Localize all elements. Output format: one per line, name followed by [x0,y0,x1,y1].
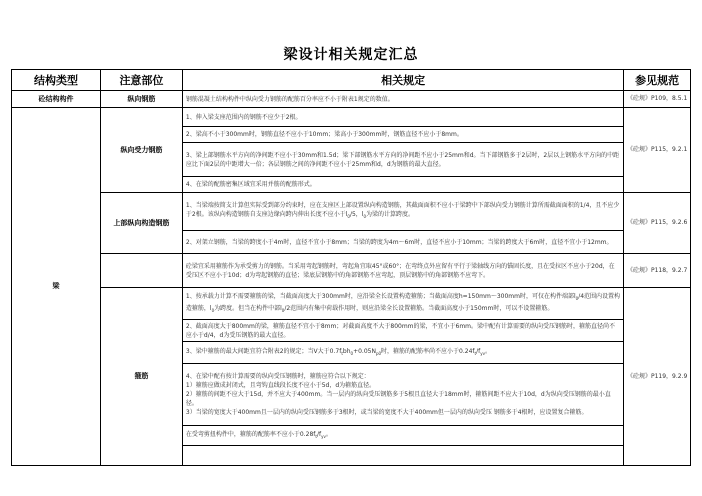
rule-text: 。 [484,347,491,355]
rule-cell: 砼梁宜采用箍筋作为承受剪力的钢筋。当采用弯起钢筋时，弯起角宜取45°或60°；在弯终点外应留有平行于梁轴线方向的锚固长度，且在受拉区不应小于20d，在受压区不应小于10d；d为弯起钢筋的直径；梁底层钢筋中的角部钢筋不应弯起，顶层钢筋中的角部钢筋不应弯下。 [182,254,623,288]
rule-cell [182,288,623,320]
rule-cell: 4、在梁中配有按计算需要的纵向受压钢筋时，箍筋应符合以下规定： 1）箍筋应做成封闭式，且弯钩直线段长度不应小于5d，d为箍筋直径。 2）箍筋的间距不应大于15d，并不应大于400mm。当一层内的纵向受压钢筋多于5根且直径大于18mm时，箍筋间距不应大于10d，d为纵向受压钢筋的最小直径。 3）当梁的宽度大于400mm且一层内的纵向受压钢筋多于3根时，或当梁的宽度不大于400mm但一层内的纵向受压 钢筋多于4根时，应设置复合箍筋。 [182,364,623,426]
rule-text: 在受弯剪扭构件中，箍筋的配筋率不应小于0.28f [185,430,316,438]
subscript: 0 [211,307,215,313]
ref-cell: 《砼规》P109，8.5.1 [624,91,691,108]
header-ref: 参见规范 [624,70,691,91]
type-cell-beam: 梁 [12,108,101,466]
subscript: 0 [575,296,579,302]
subscript: yv [480,351,485,357]
regulation-table [11,69,691,466]
rule-cell [182,426,623,446]
table-row [12,193,691,231]
subscript: 0 [347,214,350,220]
rule-cell [182,193,623,231]
ref-cell: 《砼规》P119，9.2.9 [624,288,691,466]
rule-text: 1、按承载力计算不需要箍筋的梁，当截面高度大于300mm时，应沿梁全长设置构造箍筋；当截面高度h=150mm～300mm时，可仅在构件端部l [185,293,576,301]
rule-cell: 2、对架立钢筋，当梁的跨度小于4m时，直径不宜小于8mm；当梁的跨度为4m～6m时，直径不应小于10mm；当梁的跨度大于6m时，直径不宜小于12mm。 [182,231,623,254]
subscript: t [341,351,343,357]
ref-cell: 《砼规》P115，9.2.1 [624,108,691,193]
header-rule: 相关规定 [182,70,623,91]
ref-cell: 《砼规》P118，9.2.7 [624,254,691,288]
rule-cell: 4、在梁的配筋密集区域宜采用并筋的配筋形式。 [182,177,623,193]
rule-cell-empty [182,446,623,466]
rule-text: /f [316,430,322,438]
rule-text: 1、当梁端按简支计算但实际受到部分约束时，应在支座区上部设置纵向构造钢筋，其截面面积不应小于梁跨中下部纵向受力钢筋计算所需截面面积的1/4，且不应少于2根。该纵向构造钢筋自支座边缘向跨内伸出长度不应小于l [185,202,620,219]
rule-text: /f [476,347,481,355]
subscript: t [315,434,317,440]
rule-text: /2范围内有集中荷载作用时，则应沿梁全长设置箍筋。当截面高度小于150mm时，可以不设置箍筋。 [284,304,554,312]
rule-text: 时，箍筋的配筋率尚不应小于0.24f [381,347,475,355]
header-row [12,70,691,91]
rule-cell: 2、截面高度大于800mm的梁，箍筋直径不宜小于8mm；对截面高度不大于800mm的梁，不宜小于6mm。梁中配有计算需要的纵向受压钢筋时，箍筋直径尚不应小于d/4，d为受压钢筋的最大直径。 [182,320,623,342]
rule-text: /4范围内设置构造箍筋，l [185,293,621,312]
part-cell: 上部纵向构造钢筋 [100,193,182,254]
rule-cell: 3、梁上部钢筋水平方向的净间距不应小于30mm和1.5d；梁下部钢筋水平方向的净间距不应小于25mm和d。当下部钢筋多于2层时，2层以上钢筋水平方向的中距应比下面2层的中距增大一倍；各层钢筋之间的净间距不应小于25mm和d，d为钢筋的最大直径。 [182,143,623,177]
table-row [12,254,691,288]
header-type: 结构类型 [12,70,101,91]
subscript: p0 [375,351,382,357]
rule-text: bh [342,347,351,355]
subscript: t [474,351,477,357]
rule-text: 为梁的计算跨度。 [366,211,415,219]
page-title: 梁设计相关规定汇总 [283,47,419,63]
rule-cell: 钢筋混凝土结构构件中纵向受力钢筋的配筋百分率应不小于附表1规定的数值。 [182,91,623,108]
subscript: yv [321,434,326,440]
table-row [12,288,691,320]
subscript: 0 [281,307,285,313]
rule-cell [182,342,623,364]
part-cell: 箍筋 [100,288,182,466]
ref-cell: 《砼规》P115，9.2.6 [624,193,691,254]
rule-text: +0.05N [353,347,376,355]
subscript: 0 [350,351,354,357]
rule-cell: 1、伸入梁支座范围内的钢筋不应少于2根。 [182,108,623,127]
rule-text: 。 [325,430,332,438]
rule-text: /5，l [349,211,364,219]
type-cell: 砼结构构件 [12,91,101,108]
subscript: 0 [363,214,367,220]
header-part: 注意部位 [100,70,182,91]
part-cell: 纵向钢筋 [100,91,182,108]
rule-text: 为跨度。但当在构件中部l [214,304,282,312]
part-cell-empty [100,254,182,288]
rule-cell: 2、梁高不小于300mm时，钢筋直径不应小于10mm；梁高小于300mm时，钢筋直径不应小于8mm。 [182,127,623,143]
rule-text: 3、梁中箍筋的最大间距宜符合附表2的规定；当V大于0.7f [185,347,342,355]
table-row [12,91,691,108]
table-row [12,108,691,127]
part-cell: 纵向受力钢筋 [100,108,182,193]
